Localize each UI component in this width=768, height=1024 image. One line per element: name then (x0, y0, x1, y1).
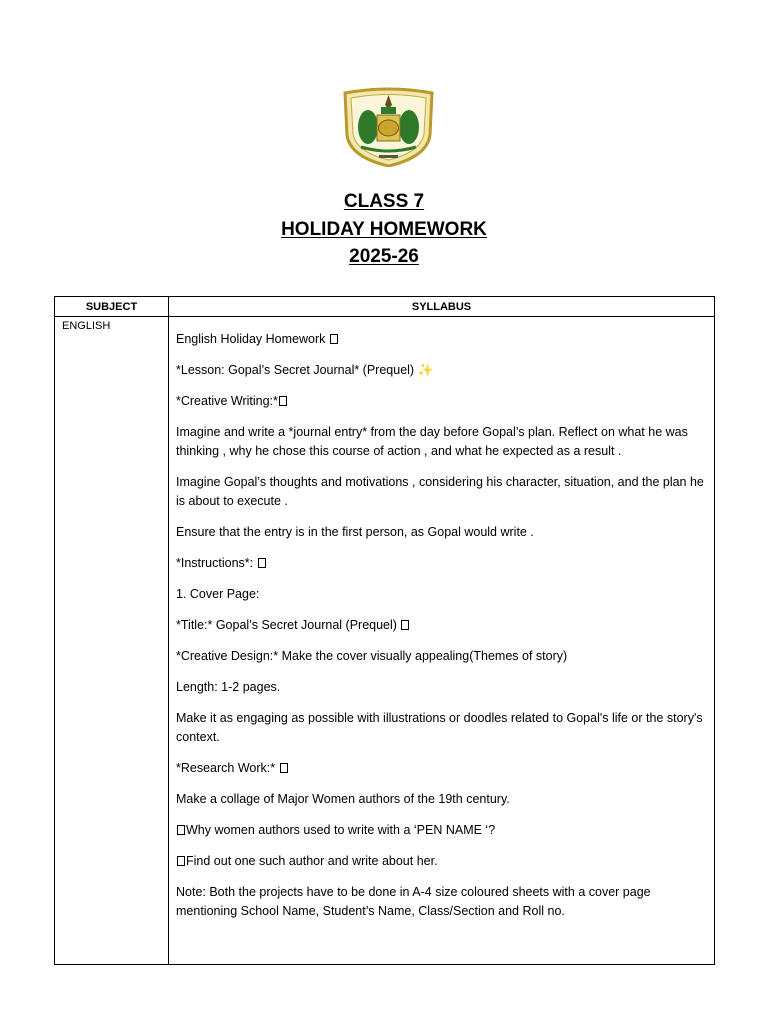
paragraph: Imagine Gopal’s thoughts and motivations , considering his character, situation, and the plan he is about to execute . (176, 475, 704, 508)
paragraph: *Creative Design:* Make the cover visually appealing(Themes of story) (176, 649, 568, 663)
syllabus-table (54, 296, 715, 965)
table-row (55, 317, 715, 965)
paragraph: *Lesson: Gopal’s Secret Journal* (Prequel) ✨ (176, 363, 434, 377)
paragraph: *Instructions*: (176, 554, 704, 573)
title-class: CLASS 7 (343, 191, 425, 212)
paragraph: *Title:* Gopal’s Secret Journal (Prequel) (176, 616, 704, 635)
paragraph: *Creative Writing:* (176, 392, 704, 411)
title-holiday-homework: HOLIDAY HOMEWORK (281, 218, 487, 240)
missing-glyph-icon (280, 763, 288, 773)
document-title (0, 188, 768, 271)
title-session: 2025-26 (349, 246, 419, 267)
paragraph: Ensure that the entry is in the first person, as Gopal would write . (176, 525, 534, 539)
school-crest-icon (341, 85, 436, 167)
paragraph: Imagine and write a *journal entry* from the day before Gopal’s plan. Reflect on what he was thinking , why he chose this course of action , and what he expected as a result . (176, 425, 688, 458)
paragraph: Note: Both the projects have to be done in A-4 size coloured sheets with a cover page mentioning School Name, Student’s Name, Class/Section and Roll no. (176, 885, 651, 918)
missing-glyph-icon (177, 825, 185, 835)
header-syllabus: SYLLABUS (169, 297, 715, 317)
missing-glyph-icon (258, 558, 266, 568)
paragraph: Why women authors used to write with a ‘PEN NAME ‘? (176, 821, 704, 840)
paragraph: Find out one such author and write about her. (176, 852, 704, 871)
missing-glyph-icon (279, 396, 287, 406)
missing-glyph-icon (401, 620, 409, 630)
syllabus-content (176, 317, 704, 921)
paragraph: 1. Cover Page: (176, 587, 260, 601)
missing-glyph-icon (330, 334, 338, 344)
paragraph: *Research Work:* (176, 759, 704, 778)
paragraph: Make it as engaging as possible with illustrations or doodles related to Gopal's life or the story's context. (176, 711, 703, 744)
paragraph: Length: 1-2 pages. (176, 680, 281, 694)
missing-glyph-icon (177, 856, 185, 866)
paragraph: Make a collage of Major Women authors of the 19th century. (176, 792, 510, 806)
syllabus-cell (169, 317, 715, 965)
header-subject: SUBJECT (55, 297, 169, 317)
subject-cell: ENGLISH (55, 317, 169, 965)
paragraph: English Holiday Homework (176, 330, 704, 349)
table-header-row (55, 297, 715, 317)
